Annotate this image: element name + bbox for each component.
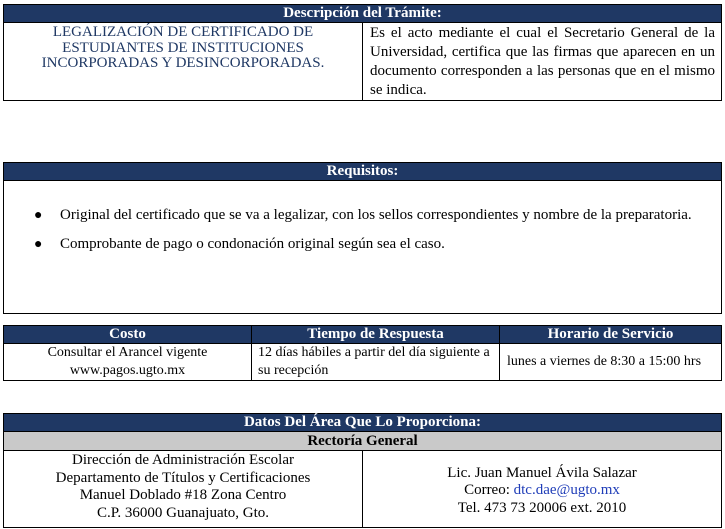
contact-email-row xyxy=(363,482,721,500)
address-line: C.P. 36000 Guanajuato, Gto. xyxy=(96,504,270,521)
costo-cell xyxy=(4,344,252,381)
list-item xyxy=(34,201,697,230)
address-cell xyxy=(4,451,363,528)
requisitos-header: Requisitos: xyxy=(4,163,722,181)
area-subheader: Rectoría General xyxy=(4,432,722,451)
horario-cell: lunes a viernes de 8:30 a 15:00 hrs xyxy=(500,344,722,381)
tramite-name: LEGALIZACIÓN DE CERTIFICADO DE ESTUDIANTES DE INSTITUCIONES INCORPORADAS Y DESINCORPORADAS. xyxy=(4,23,363,101)
horario-header: Horario de Servicio xyxy=(500,326,722,344)
requisitos-list xyxy=(34,201,697,259)
address-line: Manuel Doblado #18 Zona Centro xyxy=(79,487,287,503)
costo-text: Consultar el Arancel vigente xyxy=(47,345,208,360)
requisitos-body xyxy=(4,181,722,314)
tiempo-cell: 12 días hábiles a partir del día siguiente a su recepción xyxy=(252,344,500,381)
requisito-text: Original del certificado que se va a legalizar, con los sellos correspondientes y nombre de la preparatoria. xyxy=(60,207,692,223)
servicio-table xyxy=(3,325,722,381)
bullet-icon: ● xyxy=(34,208,43,223)
area-table xyxy=(3,413,722,528)
area-header: Datos Del Área Que Lo Proporciona: xyxy=(4,414,722,432)
pagos-link[interactable]: www.pagos.ugto.mx xyxy=(69,363,186,378)
contact-cell xyxy=(363,451,722,528)
address-line: Departamento de Títulos y Certificaciones xyxy=(55,469,311,486)
tramite-description: Es el acto mediante el cual el Secretario General de la Universidad, certifica que las firmas que aparecen en un documento corresponden a las personas que en el mismo se indica. xyxy=(363,23,722,101)
requisito-text: Comprobante de pago o condonación original según sea el caso. xyxy=(60,236,445,252)
descripcion-table xyxy=(3,4,722,101)
email-label: Correo: xyxy=(464,482,510,499)
email-link[interactable]: dtc.dae@ugto.mx xyxy=(513,482,620,499)
contact-phone: Tel. 473 73 20006 ext. 2010 xyxy=(457,499,627,516)
bullet-icon: ● xyxy=(34,237,43,252)
address-line: Dirección de Administración Escolar xyxy=(71,452,294,468)
contact-name: Lic. Juan Manuel Ávila Salazar xyxy=(447,464,637,481)
costo-header: Costo xyxy=(4,326,252,344)
requisitos-table xyxy=(3,162,722,314)
descripcion-header: Descripción del Trámite: xyxy=(4,5,722,23)
tiempo-header: Tiempo de Respuesta xyxy=(252,326,500,344)
list-item xyxy=(34,230,697,259)
